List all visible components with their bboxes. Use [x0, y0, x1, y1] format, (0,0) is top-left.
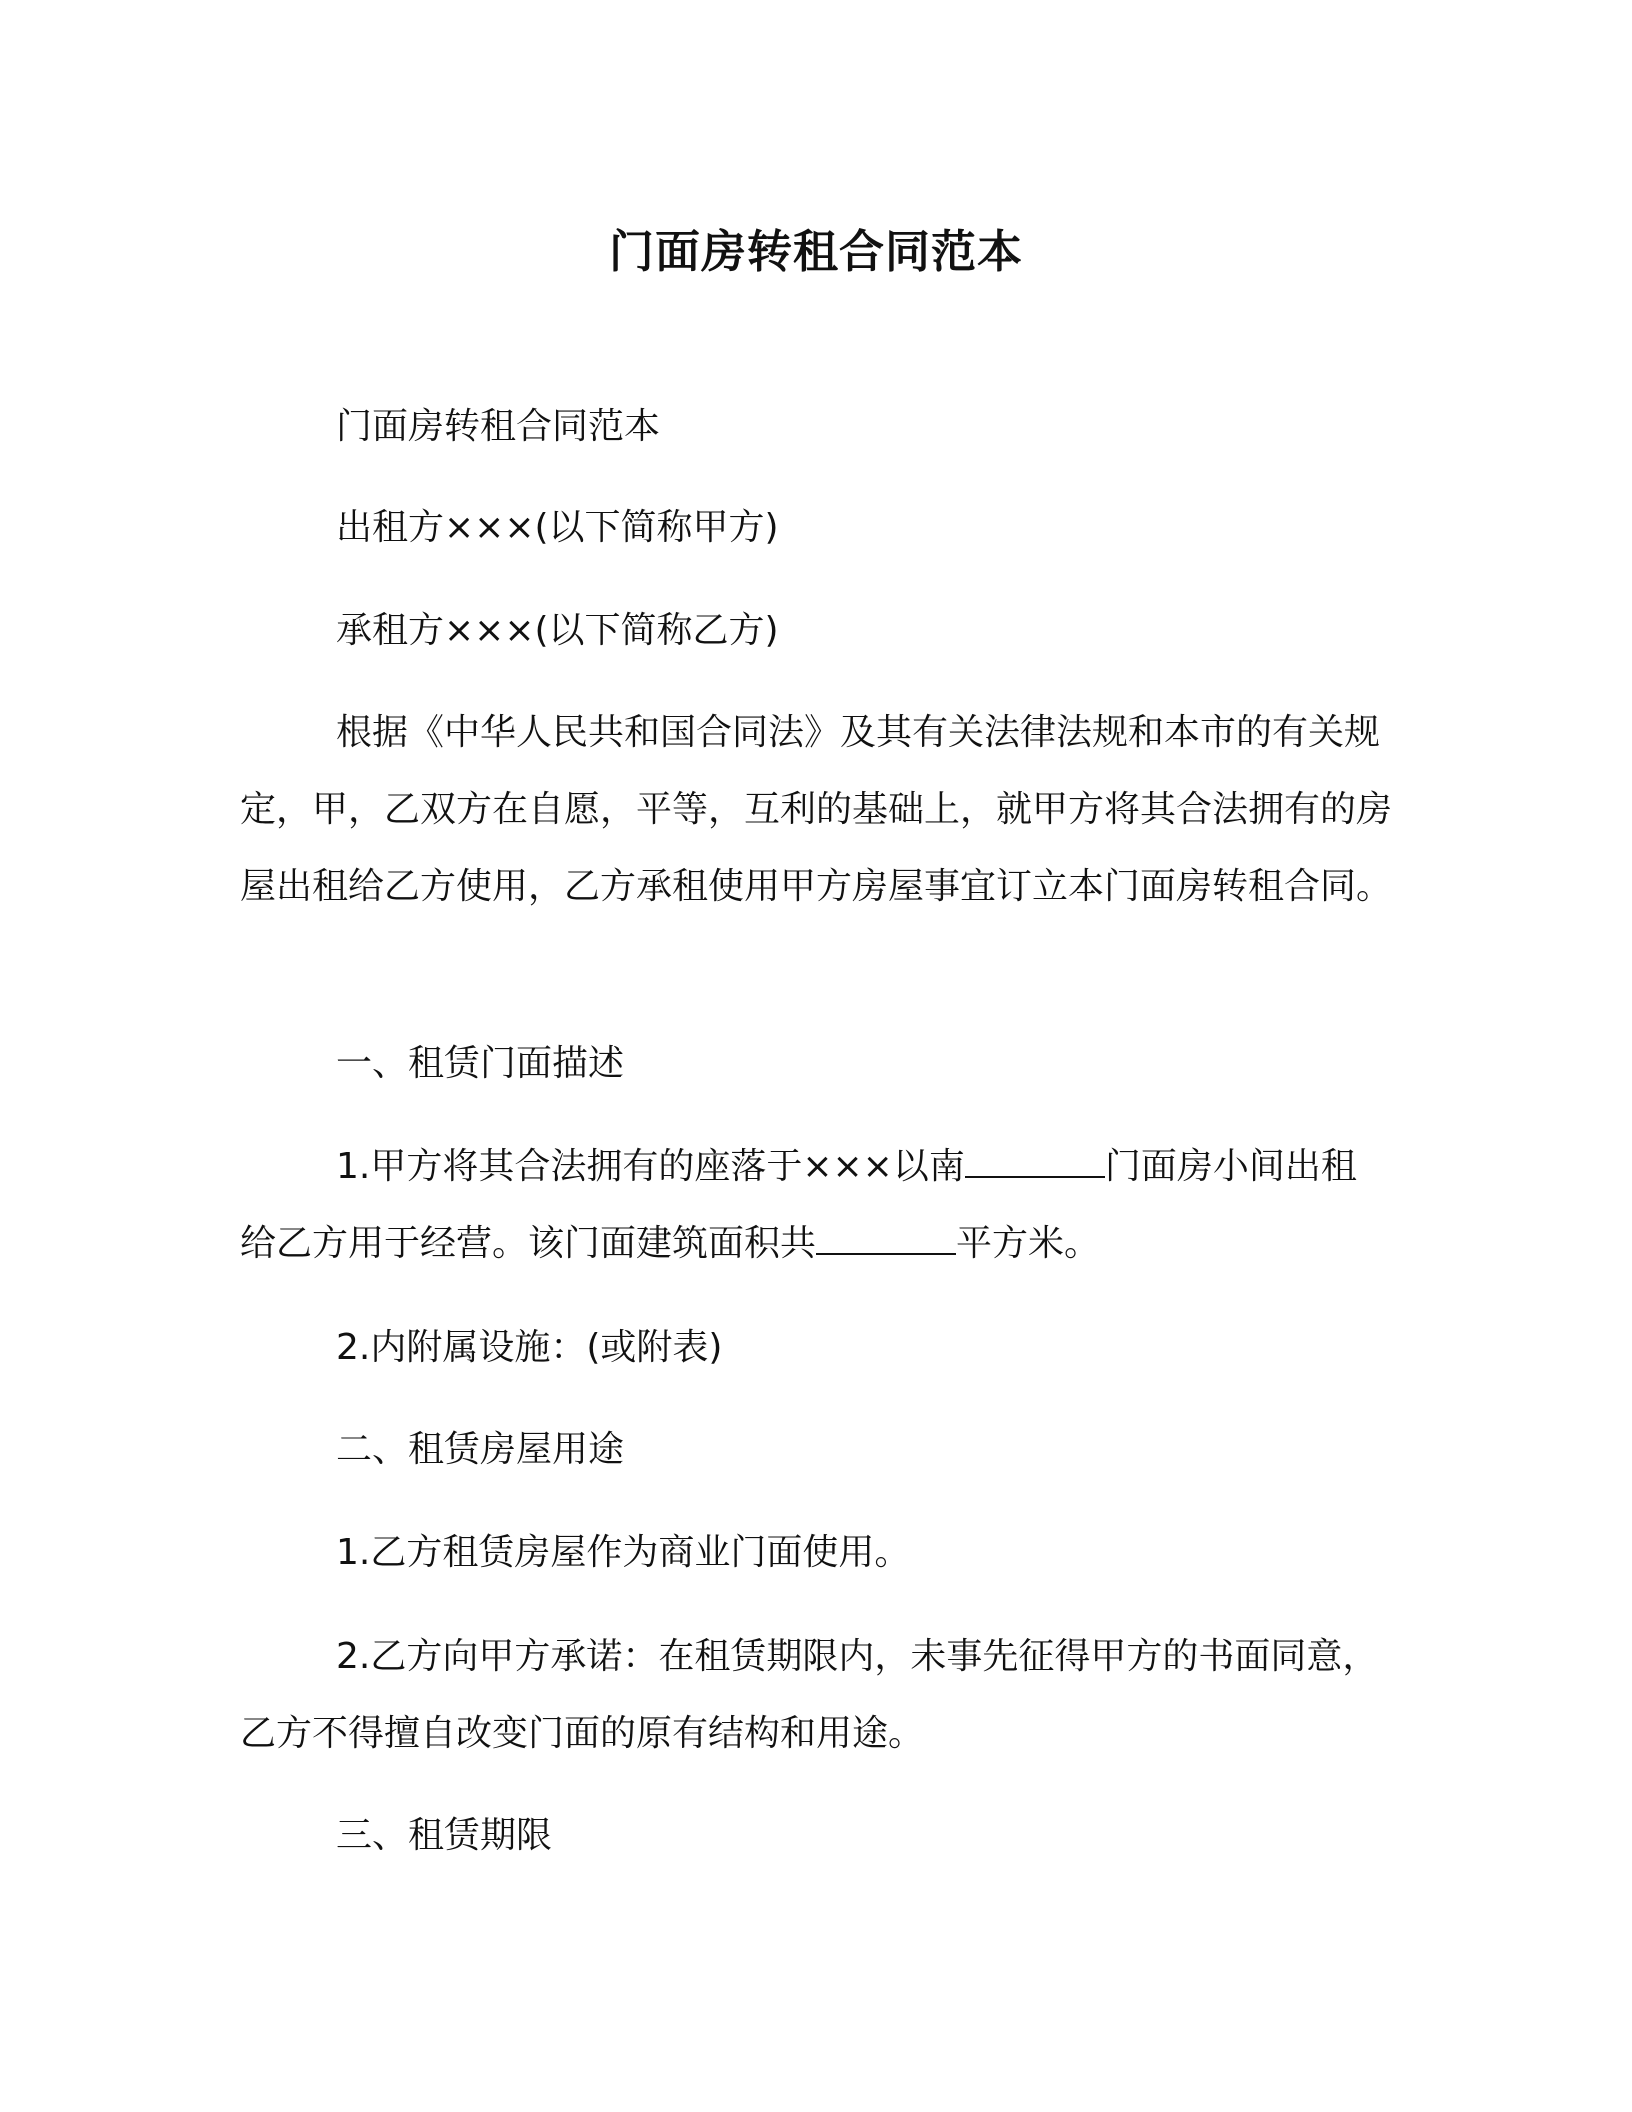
paragraph-lessee: 承租方×××(以下简称乙方): [336, 610, 779, 651]
paragraph-clause-1-2: 2.内附属设施：(或附表): [336, 1327, 723, 1368]
clause-1-1-part-b: 门面房小间出租给乙方用于经营。该门面建筑面积共: [240, 1146, 1357, 1264]
paragraph-clause-1-1: [240, 1128, 1392, 1282]
clause-1-1-part-a: 1.甲方将其合法拥有的座落于×××以南: [336, 1146, 965, 1187]
clause-1-1-part-c: 平方米。: [956, 1223, 1101, 1264]
paragraph-doc-name: 门面房转租合同范本: [336, 406, 661, 447]
paragraph-preamble: 根据《中华人民共和国合同法》及其有关法律法规和本市的有关规定，甲，乙双方在自愿，平等，互利的基础上，就甲方将其合法拥有的房屋出租给乙方使用，乙方承租使用甲方房屋事宜订立本门面房转租合同。: [240, 712, 1393, 907]
paragraph-clause-2-2: 2.乙方向甲方承诺：在租赁期限内，未事先征得甲方的书面同意，乙方不得擅自改变门面的原有结构和用途。: [240, 1636, 1379, 1754]
paragraph-lessor: 出租方×××(以下简称甲方): [336, 507, 779, 548]
fill-in-blank-location[interactable]: [965, 1148, 1105, 1178]
section-heading-2: 二、租赁房屋用途: [336, 1429, 625, 1470]
document-title: 门面房转租合同范本: [608, 225, 1023, 278]
fill-in-blank-area[interactable]: [816, 1225, 956, 1255]
section-heading-3: 三、租赁期限: [336, 1815, 553, 1856]
section-heading-1: 一、租赁门面描述: [336, 1043, 625, 1084]
paragraph-clause-2-1: 1.乙方租赁房屋作为商业门面使用。: [336, 1532, 911, 1573]
